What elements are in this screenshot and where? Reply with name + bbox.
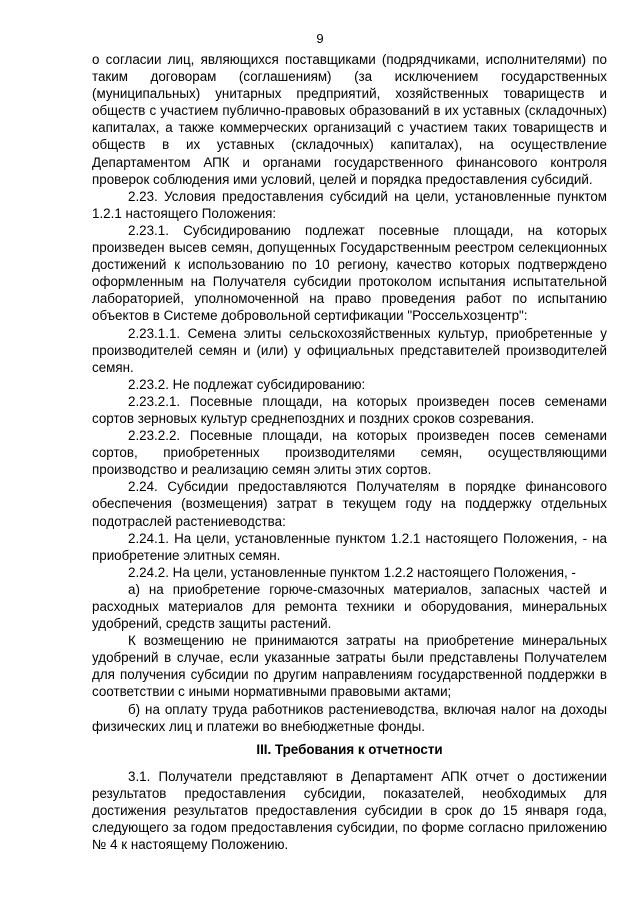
paragraph: 2.23.2.2. Посевные площади, на которых произведен посев семенами сортов, приобретенных производителями семян, осуществляющими производство и реализацию семян элиты этих сортов.: [92, 428, 607, 478]
paragraph: 2.23. Условия предоставления субсидий на цели, установленные пунктом 1.2.1 настоящего Положения:: [92, 188, 607, 221]
closing-paragraph: 3.1. Получатели представляют в Департамент АПК отчет о достижении результатов предоставления субсидии, показателей, необходимых для достижения результатов предоставления субсидии в срок до 15 января года, следующего за годом предоставления субсидии, по форме согласно приложению № 4 к настоящему Положению.: [92, 768, 607, 853]
paragraph: 2.24.2. На цели, установленные пунктом 1.2.2 настоящего Положения, -: [128, 564, 576, 580]
paragraph: о согласии лиц, являющихся поставщиками (подрядчиками, исполнителями) по таким договорам (соглашениям) (за исключением государственных (муниципальных) унитарных предприятий, хозяйственных товариществ и обществ с участием публично-правовых образований в их уставных (складочных) капиталах, а также коммерческих организаций с участием таких товариществ и обществ в их уставных (складочных) капиталах), на осуществление Департаментом АПК и органами государственного финансового контроля проверок соблюдения ими условий, целей и порядка предоставления субсидий.: [92, 52, 607, 187]
section-heading: III. Требования к отчетности: [256, 741, 443, 757]
paragraph: 2.23.2. Не подлежат субсидированию:: [128, 376, 366, 392]
paragraph: 2.23.2.1. Посевные площади, на которых произведен посев семенами сортов зерновых культур среднепоздних и поздних сроков созревания.: [92, 393, 607, 426]
paragraph: 2.24.1. На цели, установленные пунктом 1.2.1 настоящего Положения, - на приобретение элитных семян.: [92, 530, 607, 563]
paragraph: 2.23.1. Субсидированию подлежат посевные площади, на которых произведен высев семян, допущенных Государственным реестром селекционных достижений к использованию по 10 региону, качество которых подтверждено оформленным на Получателя субсидии протоколом испытания испытательной лабораторией, уполномоченной на право проведения работ по испытанию объектов в Системе добровольной сертификации "Россельхозцентр":: [92, 222, 607, 324]
paragraph: 2.23.1.1. Семена элиты сельскохозяйственных культур, приобретенные у производителей семян и (или) у официальных представителей производителей семян.: [92, 325, 607, 375]
paragraph: 2.24. Субсидии предоставляются Получателям в порядке финансового обеспечения (возмещения) затрат в текущем году на поддержку отдельных подотраслей растениеводства:: [92, 479, 607, 529]
paragraph: а) на приобретение горюче-смазочных материалов, запасных частей и расходных материалов для ремонта техники и оборудования, минеральных удобрений, средств защиты растений.: [92, 581, 607, 632]
paragraph: К возмещению не принимаются затраты на приобретение минеральных удобрений в случае, если указанные затраты были представлены Получателем для получения субсидии по другим направлениям государственной поддержки в соответствии с иными нормативными правовыми актами;: [92, 633, 607, 700]
document-body: [92, 51, 607, 853]
page-number: 9: [316, 31, 324, 46]
paragraph: б) на оплату труда работников растениеводства, включая налог на доходы физических лиц и платежи во внебюджетные фонды.: [92, 701, 607, 734]
